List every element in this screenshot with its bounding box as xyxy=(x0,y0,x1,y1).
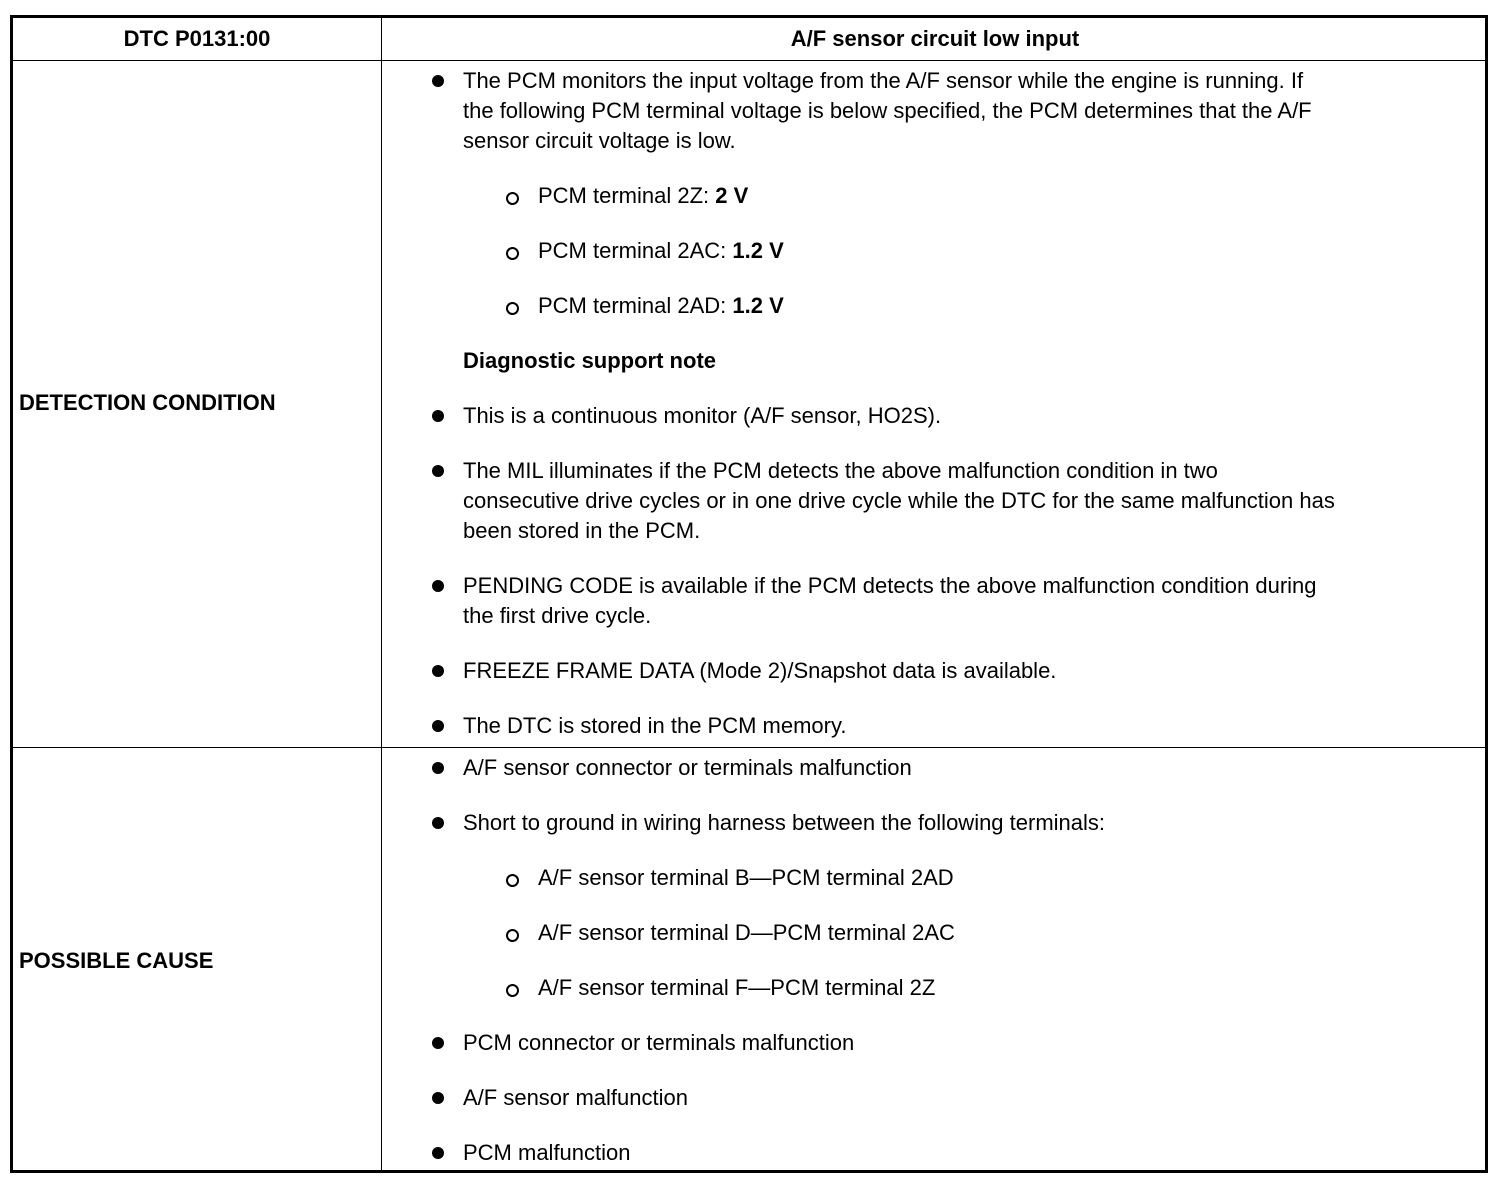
cause-item: Short to ground in wiring harness between the following terminals: xyxy=(463,810,1106,835)
cause-item: PCM connector or terminals malfunction xyxy=(463,1030,855,1055)
detection-intro-line: The PCM monitors the input voltage from the A/F sensor while the engine is running. If xyxy=(463,68,1304,93)
detection-condition-label: DETECTION CONDITION xyxy=(19,390,276,415)
row-divider xyxy=(13,747,1485,748)
cause-sub-item: A/F sensor terminal F—PCM terminal 2Z xyxy=(538,975,936,1000)
bullet-icon xyxy=(432,75,444,87)
cause-item: A/F sensor malfunction xyxy=(463,1085,688,1110)
hollow-bullet-icon xyxy=(506,929,519,942)
note-line: the first drive cycle. xyxy=(463,603,652,628)
dtc-code-header: DTC P0131:00 xyxy=(123,26,271,51)
hollow-bullet-icon xyxy=(506,874,519,887)
possible-cause-label: POSSIBLE CAUSE xyxy=(19,948,214,973)
bullet-icon xyxy=(432,580,444,592)
cause-item: PCM malfunction xyxy=(463,1140,631,1165)
bullet-icon xyxy=(432,465,444,477)
hollow-bullet-icon xyxy=(506,247,519,260)
note-line: This is a continuous monitor (A/F sensor, HO2S). xyxy=(463,403,942,428)
terminal-item xyxy=(538,236,784,266)
dtc-title-header: A/F sensor circuit low input xyxy=(790,26,1080,51)
note-line: The DTC is stored in the PCM memory. xyxy=(463,713,847,738)
terminal-voltage: 1.2 V xyxy=(732,238,784,263)
dtc-table xyxy=(10,15,1488,1173)
terminal-label: PCM terminal 2AC: xyxy=(538,238,733,263)
cause-item: A/F sensor connector or terminals malfunction xyxy=(463,755,912,780)
bullet-icon xyxy=(432,1092,444,1104)
detection-intro-line: sensor circuit voltage is low. xyxy=(463,128,736,153)
bullet-icon xyxy=(432,817,444,829)
header-divider xyxy=(13,60,1485,61)
cause-sub-item: A/F sensor terminal B—PCM terminal 2AD xyxy=(538,865,954,890)
terminal-voltage: 2 V xyxy=(715,183,749,208)
bullet-icon xyxy=(432,410,444,422)
terminal-label: PCM terminal 2AD: xyxy=(538,293,733,318)
terminal-voltage: 1.2 V xyxy=(732,293,784,318)
hollow-bullet-icon xyxy=(506,302,519,315)
hollow-bullet-icon xyxy=(506,192,519,205)
terminal-label: PCM terminal 2Z: xyxy=(538,183,716,208)
note-line: consecutive drive cycles or in one drive cycle while the DTC for the same malfunction has xyxy=(463,488,1335,513)
bullet-icon xyxy=(432,665,444,677)
terminal-item xyxy=(538,291,784,321)
bullet-icon xyxy=(432,720,444,732)
note-line: FREEZE FRAME DATA (Mode 2)/Snapshot data is available. xyxy=(463,658,1057,683)
bullet-icon xyxy=(432,762,444,774)
note-line: been stored in the PCM. xyxy=(463,518,701,543)
bullet-icon xyxy=(432,1147,444,1159)
detection-intro-line: the following PCM terminal voltage is below specified, the PCM determines that the A/F xyxy=(463,98,1312,123)
terminal-item xyxy=(538,181,748,211)
note-line: The MIL illuminates if the PCM detects the above malfunction condition in two xyxy=(463,458,1218,483)
hollow-bullet-icon xyxy=(506,984,519,997)
column-divider xyxy=(381,18,382,1170)
cause-sub-item: A/F sensor terminal D—PCM terminal 2AC xyxy=(538,920,955,945)
bullet-icon xyxy=(432,1037,444,1049)
diagnostic-note-heading: Diagnostic support note xyxy=(463,348,716,373)
note-line: PENDING CODE is available if the PCM detects the above malfunction condition during xyxy=(463,573,1317,598)
